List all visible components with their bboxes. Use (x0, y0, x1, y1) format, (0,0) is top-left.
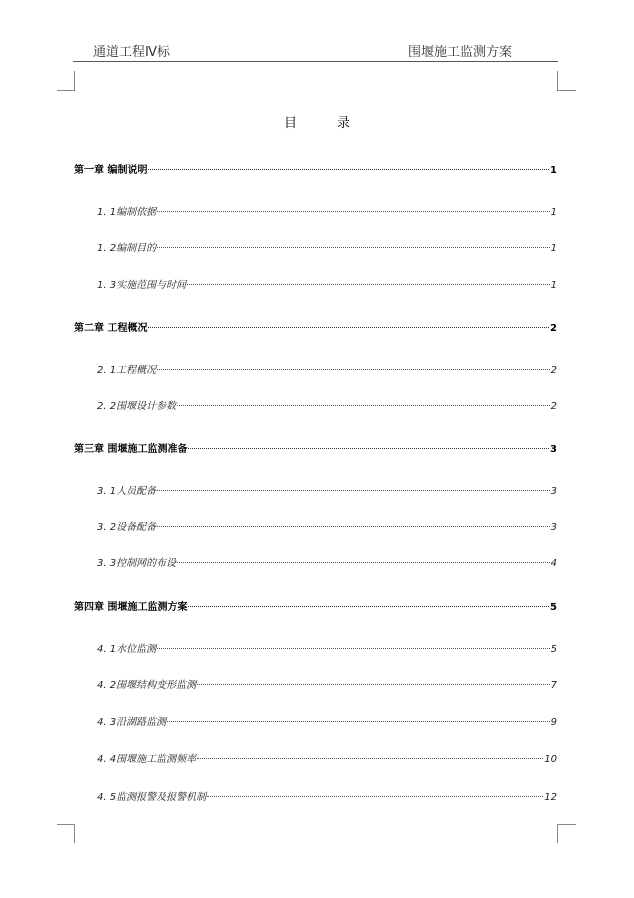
toc-entry-page: 12 (544, 792, 557, 803)
toc-entry-label: 2. 2围堰设计参数 (97, 401, 177, 412)
toc-entry-page: 1 (550, 207, 557, 218)
toc-leader (157, 526, 550, 527)
toc-entry-label: 4. 4围堰施工监测频率 (97, 754, 197, 765)
crop-mark-top-left (57, 71, 75, 91)
toc-leader (187, 284, 550, 285)
toc-entry-chapter-4[interactable] (74, 598, 557, 612)
toc-entry-label: 4. 1水位监测 (97, 644, 157, 655)
toc-leader (197, 684, 550, 685)
crop-mark-bottom-right (557, 824, 576, 843)
toc-entry-label: 4. 5监测报警及报警机制 (97, 792, 207, 803)
toc-entry-chapter-1[interactable] (74, 161, 557, 175)
toc-entry-page: 10 (544, 754, 557, 765)
toc-leader (207, 796, 543, 797)
toc-leader (167, 721, 550, 722)
toc-leader (148, 169, 549, 170)
toc-entry-section-2-1[interactable] (97, 361, 557, 375)
toc-entry-page: 5 (550, 602, 557, 613)
toc-leader (157, 490, 550, 491)
toc-leader (197, 758, 543, 759)
toc-entry-section-4-2[interactable] (97, 676, 557, 690)
toc-leader (188, 606, 549, 607)
toc-entry-label: 4. 3沿湖路监测 (97, 717, 167, 728)
toc-entry-section-4-1[interactable] (97, 640, 557, 654)
toc-entry-chapter-3[interactable] (74, 440, 557, 454)
toc-entry-page: 2 (550, 401, 557, 412)
toc-entry-section-3-1[interactable] (97, 482, 557, 496)
toc-entry-section-3-2[interactable] (97, 518, 557, 532)
toc-leader (157, 369, 550, 370)
toc-entry-label: 1. 3实施范围与时间 (97, 280, 187, 291)
toc-entry-label: 1. 1编制依据 (97, 207, 157, 218)
toc-entry-label: 3. 1人员配备 (97, 486, 157, 497)
toc-entry-page: 3 (550, 522, 557, 533)
toc-entry-label: 第一章 编制说明 (74, 165, 148, 176)
toc-entry-page: 5 (550, 644, 557, 655)
toc-entry-page: 1 (550, 165, 557, 176)
toc-entry-section-3-3[interactable] (97, 554, 557, 568)
toc-leader (177, 405, 550, 406)
crop-mark-bottom-left (57, 824, 75, 843)
toc-entry-page: 2 (550, 323, 557, 334)
toc-entry-page: 1 (550, 243, 557, 254)
toc-entry-section-1-2[interactable] (97, 239, 557, 253)
toc-entry-page: 7 (550, 680, 557, 691)
toc-entry-label: 2. 1工程概况 (97, 365, 157, 376)
toc-entry-label: 3. 2设备配备 (97, 522, 157, 533)
toc-entry-page: 2 (550, 365, 557, 376)
header-right-text: 围堰施工监测方案 (408, 45, 513, 60)
toc-entry-section-4-3[interactable] (97, 713, 557, 727)
toc-entry-section-4-5[interactable] (97, 788, 557, 802)
toc-entry-page: 9 (550, 717, 557, 728)
header-rule (73, 61, 558, 62)
toc-entry-label: 3. 3控制网的布设 (97, 558, 177, 569)
toc-leader (157, 211, 550, 212)
toc-entry-section-1-3[interactable] (97, 276, 557, 290)
header-left-text: 通道工程Ⅳ标 (93, 45, 170, 60)
toc-entry-section-1-1[interactable] (97, 203, 557, 217)
toc-entry-label: 1. 2编制目的 (97, 243, 157, 254)
toc-entry-label: 4. 2围堰结构变形监测 (97, 680, 197, 691)
toc-leader (177, 562, 550, 563)
toc-title: 目录 (283, 116, 390, 131)
toc-entry-label: 第二章 工程概况 (74, 323, 148, 334)
toc-entry-section-4-4[interactable] (97, 750, 557, 764)
toc-entry-label: 第三章 围堰施工监测准备 (74, 444, 188, 455)
toc-entry-page: 3 (550, 486, 557, 497)
toc-leader (148, 327, 549, 328)
toc-entry-page: 3 (550, 444, 557, 455)
toc-entry-page: 4 (550, 558, 557, 569)
toc-leader (188, 448, 549, 449)
toc-entry-section-2-2[interactable] (97, 397, 557, 411)
toc-leader (157, 648, 550, 649)
toc-entry-page: 1 (550, 280, 557, 291)
toc-entry-chapter-2[interactable] (74, 319, 557, 333)
toc-entry-label: 第四章 围堰施工监测方案 (74, 602, 188, 613)
toc-leader (157, 247, 550, 248)
crop-mark-top-right (557, 71, 576, 91)
